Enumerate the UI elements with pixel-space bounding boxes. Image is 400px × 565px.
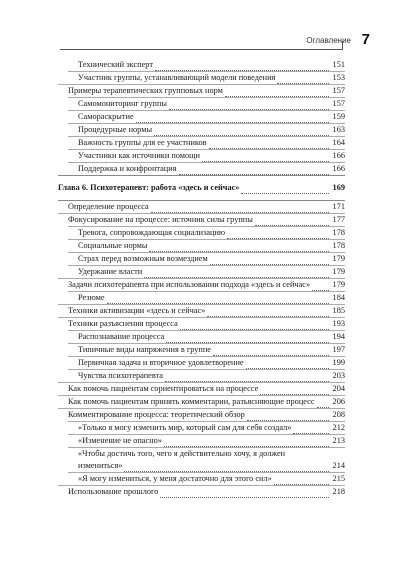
- toc-entry-page: 212: [332, 423, 345, 432]
- toc-entry-page: 157: [332, 99, 345, 108]
- page-number: 7: [361, 31, 370, 48]
- toc-entry[interactable]: [58, 331, 345, 343]
- toc-entry[interactable]: [58, 111, 345, 123]
- leader-dots: [227, 229, 329, 239]
- table-of-contents: [58, 59, 345, 498]
- toc-entry-title: Комментирование процесса: теоретический обзор: [68, 410, 245, 419]
- toc-entry-page: 179: [332, 254, 345, 263]
- toc-entry-title: Самораскрытие: [78, 112, 134, 121]
- toc-entry[interactable]: [58, 240, 345, 252]
- leader-dots: [124, 462, 329, 472]
- toc-entry-title: Определение процесса: [68, 202, 149, 211]
- toc-entry[interactable]: [58, 370, 345, 382]
- toc-entry-title: Страх перед возможным возмездием: [78, 254, 208, 263]
- running-header: [60, 31, 400, 50]
- toc-entry[interactable]: [58, 72, 345, 84]
- toc-entry-title: Участник группы, устанавливающий модели поведения: [78, 73, 276, 82]
- toc-entry[interactable]: [58, 201, 345, 213]
- leader-dots: [154, 126, 329, 136]
- toc-entry-page: 214: [332, 461, 345, 470]
- leader-dots: [247, 411, 329, 421]
- toc-entry-page: 206: [332, 397, 345, 406]
- toc-entry-title-line1: «Чтобы достичь того, чего я действительно хочу, я должен: [78, 449, 286, 458]
- leader-dots: [179, 165, 329, 175]
- toc-entry[interactable]: [58, 253, 345, 265]
- toc-entry-page: 218: [332, 487, 345, 496]
- toc-entry-title: Типичные виды напряжения в группе: [78, 345, 211, 354]
- leader-dots: [317, 398, 329, 408]
- leader-dots: [209, 139, 329, 149]
- toc-entry-page: 153: [332, 73, 345, 82]
- toc-entry-page: 171: [332, 202, 345, 211]
- leader-dots: [293, 424, 329, 434]
- leader-dots: [207, 307, 329, 317]
- toc-entry-page: 185: [332, 306, 345, 315]
- running-header-section: Оглавление: [306, 36, 351, 45]
- toc-entry[interactable]: [58, 473, 345, 485]
- leader-dots: [160, 488, 329, 498]
- toc-entry-page: 178: [332, 228, 345, 237]
- leader-dots: [210, 255, 329, 265]
- toc-entry[interactable]: [58, 422, 345, 434]
- toc-entry-title: Поддержка и конфронтация: [78, 164, 177, 173]
- toc-entry-page: 166: [332, 164, 345, 173]
- toc-entry-page: 177: [332, 215, 345, 224]
- toc-entry[interactable]: [58, 59, 345, 71]
- toc-entry-title: Участники как источники помощи: [78, 151, 200, 160]
- toc-entry[interactable]: [58, 227, 345, 239]
- toc-entry[interactable]: [58, 124, 345, 136]
- toc-entry-page: 159: [332, 112, 345, 121]
- toc-entry[interactable]: [58, 266, 345, 278]
- leader-dots: [164, 437, 329, 447]
- leader-dots: [260, 385, 329, 395]
- toc-entry-title: Первичная задача и вторичное удовлетворение: [78, 358, 244, 367]
- header-rule: [60, 49, 343, 50]
- toc-entry-title: Глава 6. Психотерапевт: работа «здесь и сейчас»: [58, 183, 240, 192]
- toc-entry-page: 163: [332, 125, 345, 134]
- toc-entry-page: 197: [332, 345, 345, 354]
- toc-entry-title: Как помочь пациентам сориентироваться на процессе: [68, 384, 259, 393]
- toc-entry-page: 178: [332, 241, 345, 250]
- toc-entry-title: «Я могу измениться, у меня достаточно для этого сил»: [78, 474, 272, 483]
- toc-entry-title: Примеры терапевтических групповых норм: [68, 86, 223, 95]
- toc-entry-title: Как помочь пациентам принять комментарии, разъясняющие процесс: [68, 397, 315, 406]
- toc-entry-page: 169: [332, 183, 345, 192]
- leader-dots: [312, 281, 329, 291]
- toc-entry[interactable]: [58, 163, 345, 175]
- toc-entry-title: Использование прошлого: [68, 487, 159, 496]
- toc-entry-page: 151: [332, 60, 345, 69]
- leader-dots: [149, 242, 329, 252]
- toc-entry-title: Распознавание процесса: [78, 332, 165, 341]
- leader-dots: [277, 74, 329, 84]
- toc-entry[interactable]: [58, 344, 345, 356]
- toc-entry[interactable]: [58, 305, 345, 317]
- toc-chapter[interactable]: [58, 182, 345, 194]
- toc-entry-title: Чувства психотерапевта: [78, 371, 163, 380]
- header-tick: [342, 41, 343, 50]
- toc-entry[interactable]: [58, 383, 345, 395]
- toc-entry[interactable]: [58, 98, 345, 110]
- leader-dots: [180, 320, 329, 330]
- toc-entry[interactable]: [58, 396, 345, 408]
- leader-dots: [165, 372, 329, 382]
- toc-entry-page: 166: [332, 151, 345, 160]
- toc-entry-page: 215: [332, 474, 345, 483]
- toc-entry-title: Социальные нормы: [78, 241, 148, 250]
- toc-entry-title: Фокусирование на процессе: источник силы группы: [68, 215, 253, 224]
- toc-entry-title: «Изменение не опасно»: [78, 436, 162, 445]
- toc-entry[interactable]: [58, 435, 345, 447]
- toc-entry-page: 193: [332, 319, 345, 328]
- toc-entry-page: 204: [332, 384, 345, 393]
- toc-entry-page: 179: [332, 280, 345, 289]
- toc-entry-page: 194: [332, 332, 345, 341]
- leader-dots: [166, 333, 329, 343]
- toc-entry-title: измениться»: [78, 461, 123, 470]
- toc-entry-page: 157: [332, 86, 345, 95]
- toc-entry-title: Техники разъяснения процесса: [68, 319, 178, 328]
- toc-entry[interactable]: [58, 85, 345, 97]
- toc-entry-title: Процедурные нормы: [78, 125, 153, 134]
- leader-dots: [241, 184, 329, 194]
- leader-dots: [225, 87, 329, 97]
- leader-dots: [246, 359, 329, 369]
- leader-dots: [255, 216, 329, 226]
- leader-dots: [202, 152, 329, 162]
- toc-entry-title: Резюме: [78, 293, 105, 302]
- toc-entry-page: 199: [332, 358, 345, 367]
- toc-entry-page: 184: [332, 293, 345, 302]
- toc-entry-title: «Только я могу изменить мир, который сам для себя создал»: [78, 423, 292, 432]
- toc-entry-title: Задачи психотерапевта при использовании подхода «здесь и сейчас»: [68, 280, 311, 289]
- toc-entry[interactable]: [58, 214, 345, 226]
- leader-dots: [107, 294, 329, 304]
- toc-entry-page: 164: [332, 138, 345, 147]
- leader-dots: [169, 100, 329, 110]
- toc-entry-title: Самомониторинг группы: [78, 99, 167, 108]
- leader-dots: [155, 61, 329, 71]
- toc-divider: [58, 175, 345, 176]
- toc-entry[interactable]: [58, 318, 345, 330]
- toc-entry-title: Удержание власти: [78, 267, 143, 276]
- toc-entry-title: Важность группы для ее участников: [78, 138, 207, 147]
- leader-dots: [144, 268, 329, 278]
- leader-dots: [151, 203, 329, 213]
- toc-entry[interactable]: [58, 150, 345, 162]
- toc-entry[interactable]: [58, 357, 345, 369]
- leader-dots: [213, 346, 329, 356]
- toc-entry[interactable]: [58, 448, 345, 472]
- toc-entry-page: 203: [332, 371, 345, 380]
- toc-entry[interactable]: [58, 486, 345, 498]
- toc-entry[interactable]: [58, 292, 345, 304]
- toc-entry-title: Техники активизации «здесь и сейчас»: [68, 306, 206, 315]
- toc-entry[interactable]: [58, 409, 345, 421]
- toc-entry-page: 208: [332, 410, 345, 419]
- toc-entry[interactable]: [58, 137, 345, 149]
- toc-entry-title: Тревога, сопровождающая социализацию: [78, 228, 226, 237]
- toc-entry-page: 179: [332, 267, 345, 276]
- leader-dots: [136, 113, 329, 123]
- leader-dots: [274, 475, 329, 485]
- toc-entry[interactable]: [58, 279, 345, 291]
- toc-entry-page: 213: [332, 436, 345, 445]
- toc-entry-title: Технический эксперт: [78, 60, 153, 69]
